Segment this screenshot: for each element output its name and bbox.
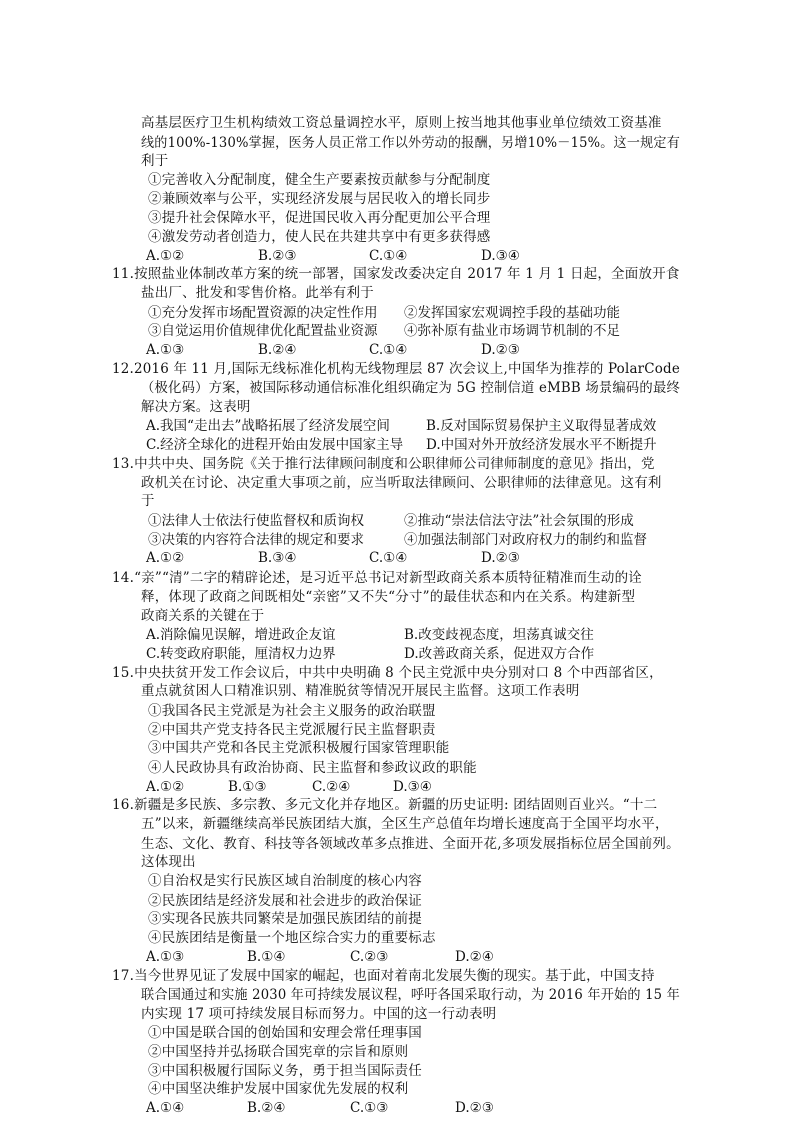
q14-option-b: B.改变歧视态度，坦荡真诚交往 xyxy=(404,627,594,644)
q17-choice-c: C.①③ xyxy=(350,1100,389,1116)
q12-option-b: B.反对国际贸易保护主义取得显著成效 xyxy=(426,417,657,434)
q13-text-line: 政机关在讨论、决定重大事项之前，应当听取法律顾问、公职律师的法律意见。这有利 xyxy=(141,474,662,491)
q13-option: ④加强法制部门对政府权力的制约和监督 xyxy=(404,531,647,548)
q14-option-d: D.改善政商关系，促进双方合作 xyxy=(404,645,595,662)
q11-option: ④弥补原有盐业市场调节机制的不足 xyxy=(404,323,620,340)
q10-option: ①完善收入分配制度，健全生产要素按贡献参与分配制度 xyxy=(148,172,491,189)
q10-option: ④激发劳动者创造力，使人民在共建共享中有更多获得感 xyxy=(148,229,491,246)
q15-option: ②中国共产党支持各民主党派履行民主监督职责 xyxy=(148,721,436,738)
q13-choice-c: C.①④ xyxy=(369,550,408,567)
q17-option: ②中国坚持并弘扬联合国宪章的宗旨和原则 xyxy=(148,1043,409,1060)
q12-text-line: （极化码）方案，被国际移动通信标准化组织确定为 5G 控制信道 eMBB 场景编码的最终 xyxy=(141,380,681,397)
q17-text-line: 内实现 17 项可持续发展目标而努力。中国的这一行动表明 xyxy=(141,1005,497,1022)
q16-choice-d: D.②④ xyxy=(455,948,494,965)
q11-choice-c: C.①④ xyxy=(369,342,408,359)
q17-option: ③中国积极履行国际义务，勇于担当国际责任 xyxy=(148,1062,422,1079)
q14-text-line: 政商关系的关键在于 xyxy=(141,607,265,624)
q13-text-line: 于 xyxy=(141,493,155,510)
q10-text-line: 利于 xyxy=(141,153,169,170)
q11-choice-b: B.②④ xyxy=(258,342,297,359)
q16-option: ②民族团结是经济发展和社会进步的政治保证 xyxy=(148,892,422,909)
q11-text-line: 盐出厂、批发和零售价格。此举有利于 xyxy=(141,285,374,302)
q15-option: ④人民政协具有政治协商、民主监督和参政议政的职能 xyxy=(148,759,477,776)
q12-option-d: D.中国对外开放经济发展水平不断提升 xyxy=(426,437,657,454)
q13-choice-d: D.②③ xyxy=(481,550,520,567)
q16-choice-c: C.②③ xyxy=(350,948,389,965)
q11-text-line: 11.按照盐业体制改革方案的统一部署，国家发改委决定自 2017 年 1 月 1 日起，全面放开食 xyxy=(112,266,680,283)
q17-choice-d: D.②③ xyxy=(455,1100,494,1116)
q10-option: ③提升社会保障水平，促进国民收入再分配更加公平合理 xyxy=(148,210,491,227)
q14-text-line: 14.“亲”“清”二字的精辟论述，是习近平总书记对新型政商关系本质特征精准而生动的诠 xyxy=(112,570,642,587)
q10-choice-b: B.②③ xyxy=(258,247,297,264)
q15-choice-a: A.①② xyxy=(146,778,185,795)
q11-option: ②发挥国家宏观调控手段的基础功能 xyxy=(404,304,620,321)
q17-text-line: 联合国通过和实施 2030 年可持续发展议程，呼吁各国采取行动，为 2016 年开始的 15 年 xyxy=(141,986,680,1003)
q17-choice-b: B.②④ xyxy=(247,1100,286,1116)
q11-option: ①充分发挥市场配置资源的决定性作用 xyxy=(148,304,378,321)
q15-choice-b: B.①③ xyxy=(228,778,267,795)
q13-text-line: 13.中共中央、国务院《关于推行法律顾问制度和公职律师公司律师制度的意见》指出，党 xyxy=(112,456,655,473)
q12-text-line: 12.2016 年 11 月,国际无线标准化机构无线物理层 87 次会议上,中国华为推荐的 PolarCode xyxy=(112,360,681,377)
q14-option-a: A.消除偏见误解，增进政企友谊 xyxy=(146,627,336,644)
q15-option: ①我国各民主党派是为社会主义服务的政治联盟 xyxy=(148,702,436,719)
q17-choice-a: A.①④ xyxy=(146,1100,185,1116)
q13-choice-a: A.①② xyxy=(146,550,185,567)
q16-option: ④民族团结是衡量一个地区综合实力的重要标志 xyxy=(148,929,436,946)
q13-choice-b: B.③④ xyxy=(258,550,297,567)
q10-option: ②兼顾效率与公平，实现经济发展与居民收入的增长同步 xyxy=(148,190,491,207)
q16-text-line: 生态、文化、教育、科技等各领域改革多点推进、全面开花,多项发展指标位居全国前列。 xyxy=(141,835,680,852)
q10-choice-d: D.③④ xyxy=(481,247,520,264)
q16-text-line: 这体现出 xyxy=(141,854,196,871)
q13-option: ②推动“崇法信法守法”社会氛围的形成 xyxy=(404,513,634,530)
q15-text-line: 15.中央扶贫开发工作会议后，中共中央明确 8 个民主党派中央分别对口 8 个中西部省区， xyxy=(112,664,663,681)
q10-choice-a: A.①② xyxy=(146,247,185,264)
q14-option-c: C.转变政府职能，厘清权力边界 xyxy=(146,645,336,662)
q13-option: ③决策的内容符合法律的规定和要求 xyxy=(148,531,364,548)
q15-choice-c: C.②④ xyxy=(312,778,351,795)
q10-text-line: 高基层医疗卫生机构绩效工资总量调控水平，原则上按当地其他事业单位绩效工资基准 xyxy=(141,115,662,131)
q11-option: ③自觉运用价值规律优化配置盐业资源 xyxy=(148,323,378,340)
q11-choice-d: D.②③ xyxy=(481,342,520,359)
q13-option: ①法律人士依法行使监督权和质询权 xyxy=(148,513,364,530)
q12-option-c: C.经济全球化的进程开始由发展中国家主导 xyxy=(146,437,404,454)
q14-text-line: 释，体现了政商之间既相处“亲密”又不失“分寸”的最佳状态和内在关系。构建新型 xyxy=(141,588,636,605)
q17-option: ④中国坚决维护发展中国家优先发展的权利 xyxy=(148,1081,409,1098)
q17-option: ①中国是联合国的创始国和安理会常任理事国 xyxy=(148,1025,422,1042)
q16-option: ①自治权是实行民族区域自治制度的核心内容 xyxy=(148,872,422,889)
q15-text-line: 重点就贫困人口精准识别、精准脱贫等情况开展民主监督。这项工作表明 xyxy=(141,683,580,700)
q11-choice-a: A.①③ xyxy=(146,342,185,359)
q17-text-line: 17.当今世界见证了发展中国家的崛起，也面对着南北发展失衡的现实。基于此，中国支持 xyxy=(112,968,655,985)
q16-text-line: 16.新疆是多民族、多宗教、多元文化并存地区。新疆的历史证明: 团结固则百业兴。“十二 xyxy=(112,797,658,814)
q16-option: ③实现各民族共同繁荣是加强民族团结的前提 xyxy=(148,911,422,928)
q12-option-a: A.我国“走出去”战略拓展了经济发展空间 xyxy=(146,417,390,434)
q16-text-line: 五”以来，新疆继续高举民族团结大旗，全区生产总值年均增长速度高于全国平均水平， xyxy=(141,815,669,832)
q10-choice-c: C.①④ xyxy=(369,247,408,264)
q10-text-line: 线的100%-130%掌握，医务人员正常工作以外劳动的报酬，另增10%－15%。这一规定有 xyxy=(141,134,680,151)
q16-choice-b: B.①④ xyxy=(247,948,286,965)
q15-option: ③中国共产党和各民主党派积极履行国家管理职能 xyxy=(148,740,450,757)
q16-choice-a: A.①③ xyxy=(146,948,185,965)
q15-choice-d: D.③④ xyxy=(393,778,432,795)
q12-text-line: 解决方案。这表明 xyxy=(141,399,251,416)
